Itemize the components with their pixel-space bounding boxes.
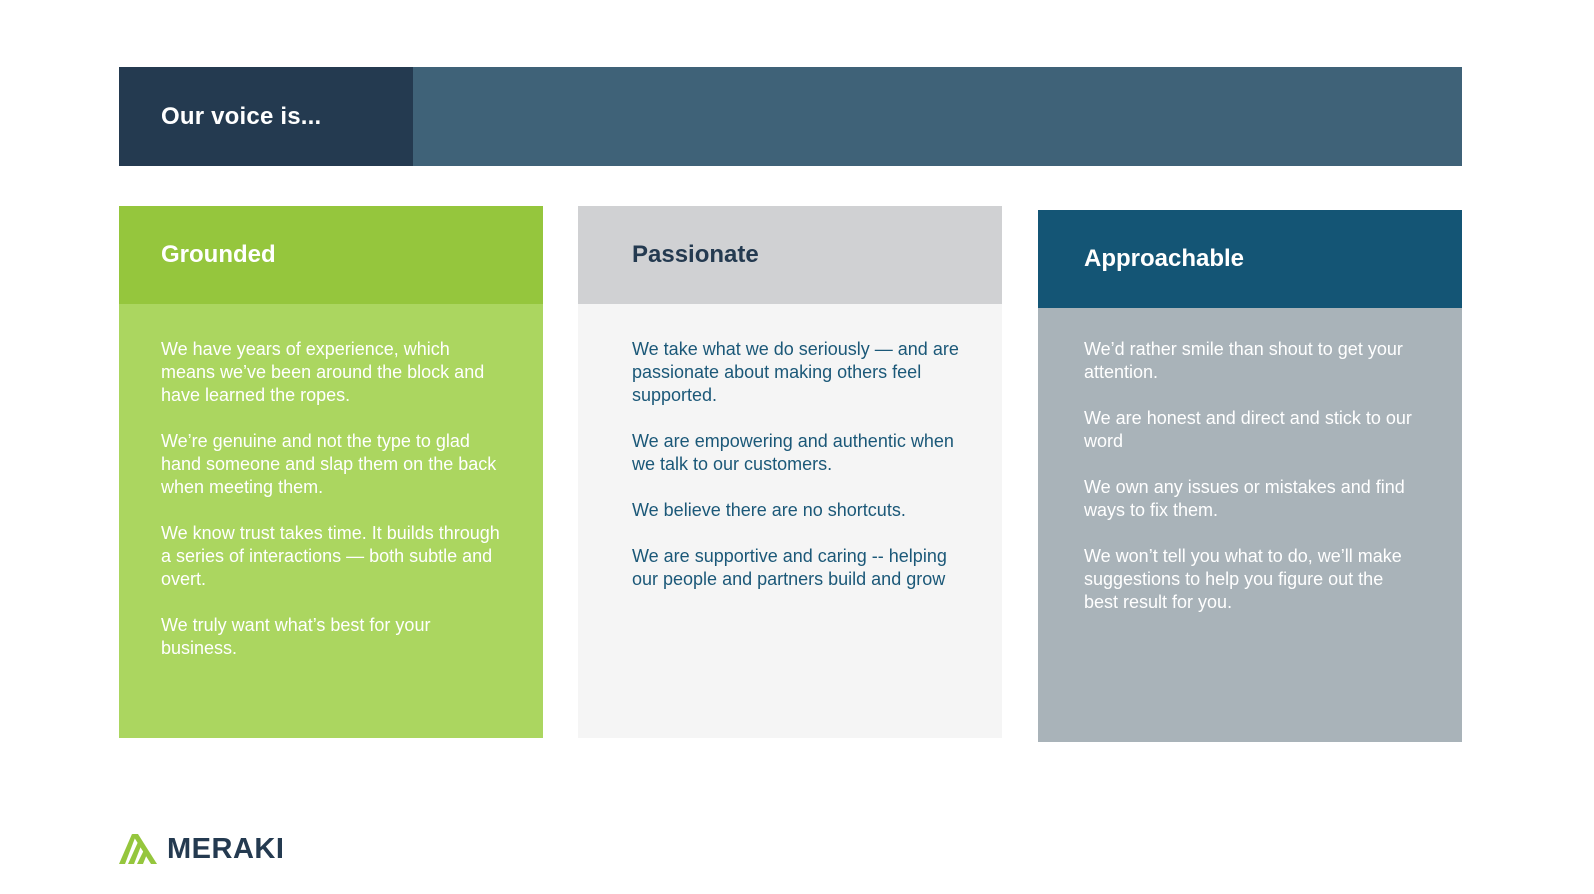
card-body — [578, 304, 1002, 738]
card-header — [578, 206, 1002, 304]
card-header — [1038, 210, 1462, 308]
card-body — [119, 304, 543, 738]
card-paragraph: We’d rather smile than shout to get your attention. — [1084, 339, 1403, 382]
meraki-stripes-logo-icon — [119, 834, 157, 864]
card-paragraph: We’re genuine and not the type to glad hand someone and slap them on the back when meeting them. — [161, 431, 497, 497]
card-paragraph: We take what we do seriously — and are passionate about making others feel supported. — [632, 339, 959, 405]
card-heading: Approachable — [1084, 245, 1245, 272]
logo-wordmark: MERAKI — [167, 832, 285, 865]
card-paragraph: We own any issues or mistakes and find ways to fix them. — [1084, 477, 1405, 520]
card-body — [1038, 308, 1462, 742]
card-paragraph: We believe there are no shortcuts. — [632, 500, 906, 520]
card-paragraph: We are empowering and authentic when we talk to our customers. — [632, 431, 954, 474]
card-grounded — [119, 206, 543, 738]
card-paragraph: We are honest and direct and stick to our word — [1084, 408, 1412, 451]
card-heading: Grounded — [161, 241, 276, 268]
card-paragraph: We know trust takes time. It builds through a series of interactions — both subtle and overt. — [161, 523, 500, 589]
header-banner — [413, 67, 1462, 166]
card-approachable — [1038, 210, 1462, 742]
card-passionate — [578, 206, 1002, 738]
page-title: Our voice is... — [161, 102, 322, 130]
card-paragraph: We won’t tell you what to do, we’ll make suggestions to help you figure out the best result for you. — [1084, 546, 1402, 612]
meraki-logo — [119, 834, 284, 864]
card-paragraph: We have years of experience, which means we’ve been around the block and have learned the ropes. — [161, 339, 485, 405]
card-header — [119, 206, 543, 304]
card-paragraph: We are supportive and caring -- helping our people and partners build and grow — [632, 546, 947, 589]
card-heading: Passionate — [632, 241, 759, 268]
card-paragraph: We truly want what’s best for your business. — [161, 615, 431, 658]
header-title-block — [119, 67, 413, 166]
